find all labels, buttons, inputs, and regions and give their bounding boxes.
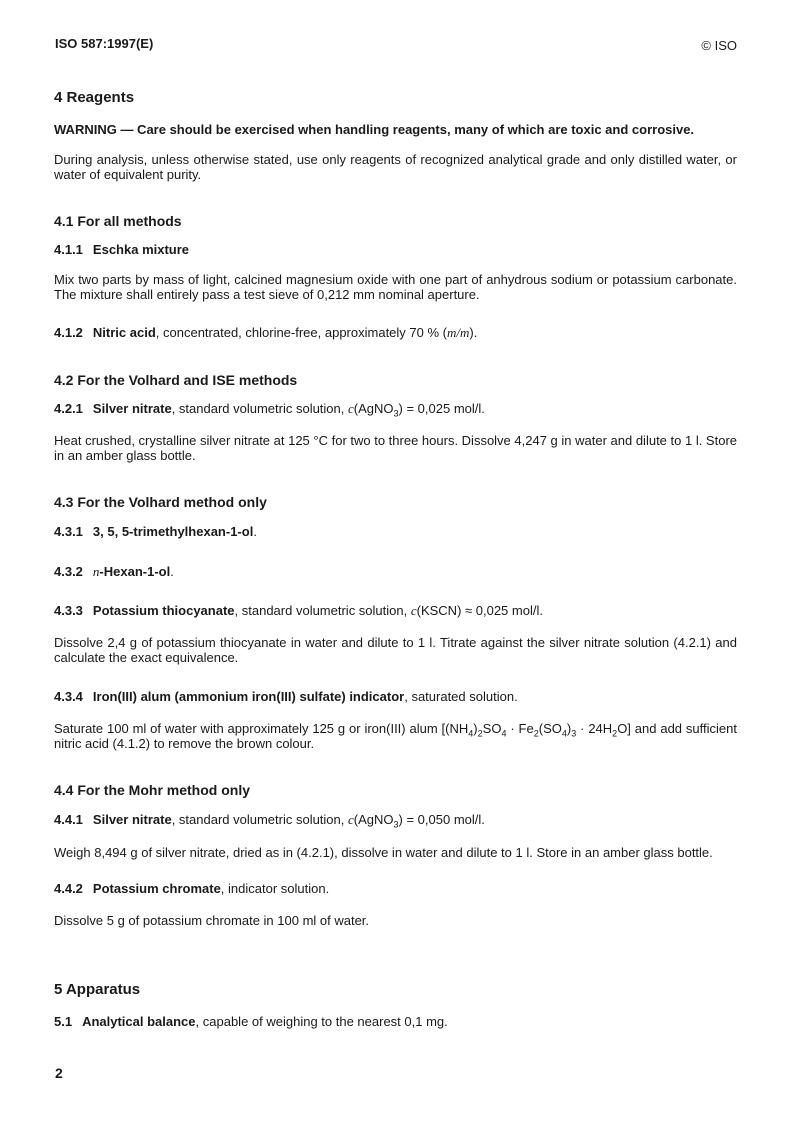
clause-4-2-1-heading: [54, 401, 737, 419]
clause-number: 4.3.1: [54, 524, 83, 539]
clause-rest-end: (KSCN) ≈ 0,025 mol/l.: [416, 603, 543, 618]
copyright-mark: © ISO: [701, 38, 737, 53]
text-part: ): [566, 721, 572, 736]
formula-subscript: 3: [393, 408, 399, 419]
clause-4-1-1-text: Mix two parts by mass of light, calcined magnesium oxide with one part of anhydrous sodium or potassium carbonate. The mixture shall entirely pass a test sieve of 0,212 mm nominal aperture.: [54, 272, 737, 302]
clause-term: Analytical balance: [82, 1014, 196, 1029]
concentration-symbol: c: [410, 603, 417, 618]
clause-number: 4.1.1: [54, 242, 83, 257]
clause-4-3-1-heading: [54, 524, 737, 539]
clause-term: -Hexan-1-ol: [99, 564, 171, 579]
clause-rest: .: [253, 524, 257, 539]
clause-number: 4.2.1: [54, 401, 83, 416]
clause-term: Silver nitrate: [92, 401, 172, 416]
clause-number: 4.3.4: [54, 689, 83, 704]
text-part: O] and add sufficient nitric acid (4.1.2) to remove the brown colour.: [54, 721, 737, 751]
section-4-3-heading: 4.3 For the Volhard method only: [54, 494, 267, 510]
clause-rest: , capable of weighing to the nearest 0,1 mg.: [195, 1014, 448, 1029]
clause-5-1-heading: [54, 1014, 737, 1029]
section-4-4-heading: 4.4 For the Mohr method only: [54, 782, 251, 798]
subscript: 2: [477, 728, 483, 739]
standard-id: ISO 587:1997(E): [55, 36, 154, 51]
clause-4-2-1-text: Heat crushed, crystalline silver nitrate at 125 °C for two to three hours. Dissolve 4,247 g in water and dilute to 1 l. Store in an amber glass bottle.: [54, 433, 737, 463]
clause-4-3-2-heading: [54, 564, 737, 579]
section-5-heading: 5 Apparatus: [54, 981, 141, 998]
concentration-symbol: c: [348, 401, 354, 416]
text-part: ): [473, 721, 478, 736]
warning-text: WARNING — Care should be exercised when handling reagents, many of which are toxic and corrosive.: [54, 122, 695, 137]
subscript: 2: [612, 728, 618, 739]
clause-term: Silver nitrate: [92, 812, 172, 827]
subscript: 3: [571, 728, 577, 739]
clause-number: 4.3.3: [54, 603, 83, 618]
clause-4-3-4-heading: [54, 689, 737, 704]
clause-number: 5.1: [54, 1014, 73, 1029]
clause-number: 4.4.2: [54, 881, 83, 896]
clause-4-4-1-text: Weigh 8,494 g of silver nitrate, dried as in (4.2.1), dissolve in water and dilute to 1 l. Store in an amber glass bottle.: [54, 845, 713, 860]
clause-rest-end: ) = 0,050 mol/l.: [398, 812, 485, 827]
subscript: 2: [533, 728, 539, 739]
clause-rest: , standard volumetric solution,: [171, 401, 348, 416]
page-number: 2: [55, 1065, 63, 1081]
normal-prefix: n: [92, 564, 100, 579]
clause-term: Eschka mixture: [92, 242, 190, 257]
clause-4-1-1-heading: [54, 242, 737, 257]
clause-number: 4.1.2: [54, 325, 83, 340]
subscript: 4: [468, 728, 474, 739]
formula-subscript: 3: [393, 819, 399, 830]
text-part: SO: [482, 721, 502, 736]
clause-term: Potassium chromate: [92, 881, 221, 896]
clause-term: 3, 5, 5-trimethylhexan-1-ol: [92, 524, 254, 539]
clause-term: Potassium thiocyanate: [92, 603, 235, 618]
mass-ratio-symbol: m/m: [446, 325, 470, 340]
text-part: · 24H: [576, 721, 613, 736]
clause-rest: , standard volumetric solution,: [171, 812, 348, 827]
clause-4-4-2-text: Dissolve 5 g of potassium chromate in 100 ml of water.: [54, 913, 370, 928]
section-4-1-heading: 4.1 For all methods: [54, 213, 182, 229]
clause-rest-end: ).: [469, 325, 478, 340]
text-part: (SO: [538, 721, 562, 736]
clause-term: Iron(III) alum (ammonium iron(III) sulfate) indicator: [92, 689, 405, 704]
clause-number: 4.4.1: [54, 812, 83, 827]
section-4-intro: During analysis, unless otherwise stated, use only reagents of recognized analytical grade and only distilled water, or water of equivalent purity.: [54, 152, 737, 182]
clause-rest-end: ) = 0,025 mol/l.: [398, 401, 485, 416]
clause-rest: , indicator solution.: [220, 881, 330, 896]
clause-rest: , standard volumetric solution,: [234, 603, 411, 618]
clause-4-4-2-heading: [54, 881, 737, 896]
clause-4-3-3-heading: [54, 603, 737, 618]
clause-number: 4.3.2: [54, 564, 83, 579]
clause-term: Nitric acid: [92, 325, 156, 340]
subscript: 4: [561, 728, 567, 739]
text-part: Saturate 100 ml of water with approximately 125 g or iron(III) alum [(NH: [54, 721, 469, 736]
clause-rest: , concentrated, chlorine-free, approximately 70 % (: [155, 325, 447, 340]
clause-4-3-4-text: [54, 721, 737, 751]
clause-4-4-1-heading: [54, 812, 737, 830]
formula: (AgNO: [353, 401, 394, 416]
clause-rest: , saturated solution.: [404, 689, 518, 704]
clause-4-1-2-heading: [54, 325, 737, 340]
section-4-heading: 4 Reagents: [54, 89, 135, 106]
subscript: 4: [501, 728, 507, 739]
clause-rest: .: [170, 564, 174, 579]
concentration-symbol: c: [348, 812, 354, 827]
clause-4-3-3-text: Dissolve 2,4 g of potassium thiocyanate in water and dilute to 1 l. Titrate against the silver nitrate solution (4.2.1) and calculate the exact equivalence.: [54, 635, 737, 665]
section-4-2-heading: 4.2 For the Volhard and ISE methods: [54, 372, 298, 388]
text-part: · Fe: [506, 721, 534, 736]
formula: (AgNO: [353, 812, 394, 827]
